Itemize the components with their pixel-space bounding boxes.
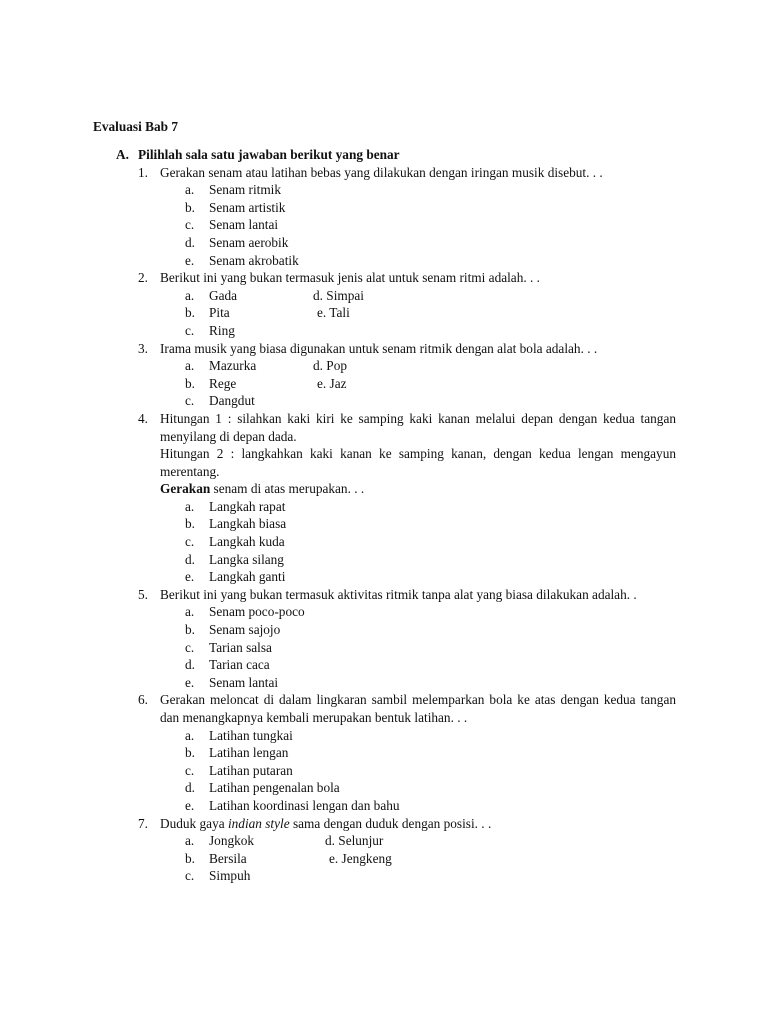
option-text-secondary: e. Tali xyxy=(317,305,350,321)
option xyxy=(185,515,676,533)
option-text: Mazurka xyxy=(209,358,257,374)
option-letter: c. xyxy=(185,534,195,550)
question-number: 4. xyxy=(138,410,148,426)
question-text: Duduk gaya xyxy=(160,815,228,831)
option-text: Tarian salsa xyxy=(209,639,272,655)
option xyxy=(185,375,676,393)
option-letter: d. xyxy=(185,657,195,673)
option-text: Senam sajojo xyxy=(209,622,281,638)
option-letter: e. xyxy=(185,569,195,585)
question-number: 3. xyxy=(138,340,148,356)
option-letter: e. xyxy=(185,797,195,813)
question-7 xyxy=(116,815,676,833)
option-letter: b. xyxy=(185,850,195,866)
option xyxy=(185,287,676,305)
question-text: sama dengan duduk dengan posisi. . . xyxy=(289,815,492,831)
section-heading-text: Pilihlah sala satu jawaban berikut yang benar xyxy=(138,147,400,162)
option-text: Dangdut xyxy=(209,393,255,409)
option-letter: a. xyxy=(185,833,195,849)
option-text: Tarian caca xyxy=(209,657,270,673)
question-text: Irama musik yang biasa digunakan untuk senam ritmik dengan alat bola adalah. . . xyxy=(160,340,598,356)
option xyxy=(185,234,676,252)
question-number: 7. xyxy=(138,815,148,831)
option xyxy=(185,181,676,199)
option-text: Senam artistik xyxy=(209,199,286,215)
option-text: Latihan lengan xyxy=(209,745,289,761)
section-heading xyxy=(116,146,676,164)
option xyxy=(185,568,676,586)
option-text: Senam lantai xyxy=(209,217,279,233)
question-text: senam di atas merupakan. . . xyxy=(210,481,365,497)
option xyxy=(185,216,676,234)
question-3 xyxy=(116,340,676,358)
question-text: Gerakan senam atau latihan bebas yang dilakukan dengan iringan musik disebut. . . xyxy=(160,164,603,180)
option xyxy=(185,322,676,340)
option-letter: b. xyxy=(185,199,195,215)
option-text: Bersila xyxy=(209,850,247,866)
option-text: Latihan tungkai xyxy=(209,727,293,743)
option xyxy=(185,252,676,270)
option-letter: b. xyxy=(185,622,195,638)
option-text-secondary: d. Selunjur xyxy=(325,833,384,849)
option-letter: d. xyxy=(185,551,195,567)
option-text: Senam akrobatik xyxy=(209,252,299,268)
option-text: Simpuh xyxy=(209,868,251,884)
option-text: Langkah biasa xyxy=(209,516,287,532)
question-6 xyxy=(116,691,676,726)
option xyxy=(185,762,676,780)
question-body xyxy=(160,410,676,498)
option xyxy=(185,392,676,410)
option-letter: a. xyxy=(185,498,195,514)
document-title: Evaluasi Bab 7 xyxy=(93,119,178,134)
option xyxy=(185,850,676,868)
question-4 xyxy=(116,410,676,498)
option xyxy=(185,832,676,850)
option xyxy=(185,867,676,885)
option-letter: b. xyxy=(185,375,195,391)
option xyxy=(185,498,676,516)
option-text-secondary: d. Pop xyxy=(313,358,347,374)
option-text-secondary: e. Jengkeng xyxy=(329,850,392,866)
question-body xyxy=(160,815,676,833)
option-letter: a. xyxy=(185,287,195,303)
option xyxy=(185,656,676,674)
option xyxy=(185,304,676,322)
option-letter: c. xyxy=(185,639,195,655)
option-letter: b. xyxy=(185,745,195,761)
option-letter: c. xyxy=(185,217,195,233)
question-text: Berikut ini yang bukan termasuk jenis alat untuk senam ritmi adalah. . . xyxy=(160,270,540,286)
option-text: Latihan putaran xyxy=(209,762,293,778)
option xyxy=(185,779,676,797)
option xyxy=(185,621,676,639)
question-text: Hitungan 2 : langkahkan kaki kanan ke samping kanan, dengan kedua lengan mengayun merentang. xyxy=(160,446,676,479)
option xyxy=(185,797,676,815)
option-text: Senam lantai xyxy=(209,674,279,690)
option-text: Jongkok xyxy=(209,833,255,849)
question-5 xyxy=(116,586,676,604)
option xyxy=(185,533,676,551)
option-text: Ring xyxy=(209,322,235,338)
option-letter: c. xyxy=(185,393,195,409)
option xyxy=(185,744,676,762)
option xyxy=(185,551,676,569)
question-number: 2. xyxy=(138,270,148,286)
option xyxy=(185,639,676,657)
question-1 xyxy=(116,164,676,182)
option xyxy=(185,357,676,375)
option-letter: e. xyxy=(185,252,195,268)
option-letter: d. xyxy=(185,234,195,250)
section-a xyxy=(116,146,676,885)
option-letter: c. xyxy=(185,868,195,884)
option xyxy=(185,199,676,217)
option-text: Langkah kuda xyxy=(209,534,285,550)
option-letter: a. xyxy=(185,727,195,743)
option-text: Langkah rapat xyxy=(209,498,286,514)
option-letter: e. xyxy=(185,674,195,690)
option-letter: b. xyxy=(185,516,195,532)
question-prompt xyxy=(160,480,676,498)
option-letter: a. xyxy=(185,604,195,620)
question-text: Hitungan 1 : silahkan kaki kiri ke samping kaki kanan melalui depan dengan kedua tangan menyilang di depan dada. xyxy=(160,410,676,444)
option-letter: c. xyxy=(185,322,195,338)
option-text: Rege xyxy=(209,375,237,391)
option-text: Latihan pengenalan bola xyxy=(209,780,340,796)
option-text: Pita xyxy=(209,305,230,321)
option-text: Langka silang xyxy=(209,551,284,567)
option-text: Senam poco-poco xyxy=(209,604,305,620)
option-letter: c. xyxy=(185,762,195,778)
question-text: Gerakan meloncat di dalam lingkaran sambil melemparkan bola ke atas dengan kedua tangan dan menangkapnya kembali merupakan bentuk latihan. . . xyxy=(160,692,676,725)
option-text: Langkah ganti xyxy=(209,569,286,585)
option xyxy=(185,603,676,621)
option xyxy=(185,674,676,692)
question-number: 6. xyxy=(138,692,148,708)
option-text: Latihan koordinasi lengan dan bahu xyxy=(209,797,400,813)
option-text-secondary: d. Simpai xyxy=(313,287,364,303)
option-letter: b. xyxy=(185,305,195,321)
option-letter: a. xyxy=(185,358,195,374)
question-number: 1. xyxy=(138,164,148,180)
question-number: 5. xyxy=(138,586,148,602)
option-letter: d. xyxy=(185,780,195,796)
question-bold-word: Gerakan xyxy=(160,481,211,497)
option-text: Senam aerobik xyxy=(209,234,289,250)
option-text: Gada xyxy=(209,287,238,303)
option-text: Senam ritmik xyxy=(209,182,282,198)
option-text-secondary: e. Jaz xyxy=(317,375,347,391)
question-2 xyxy=(116,269,676,287)
option-letter: a. xyxy=(185,182,195,198)
option xyxy=(185,727,676,745)
section-letter: A. xyxy=(116,147,129,162)
question-italic-term: indian style xyxy=(227,815,290,831)
question-text: Berikut ini yang bukan termasuk aktivitas ritmik tanpa alat yang biasa dilakukan adalah. . xyxy=(160,586,637,602)
